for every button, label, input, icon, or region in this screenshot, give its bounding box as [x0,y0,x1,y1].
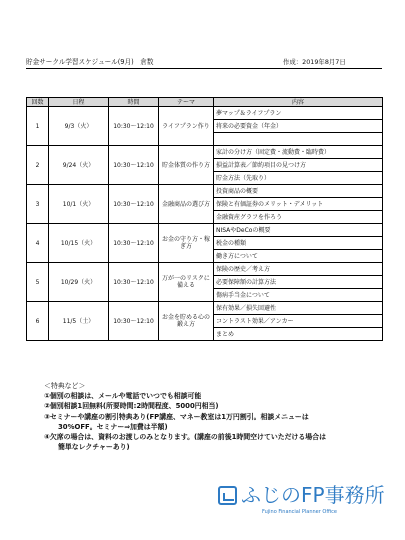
session-date: 9/3（火） [49,107,109,146]
session-detail: 損益計算表／節約項目の見つけ方 [214,159,383,172]
session-number: 6 [27,302,49,341]
column-header-date: 日程 [49,98,109,107]
session-time: 10:30～12:10 [109,224,159,263]
session-detail: 夢マップ＆ライフプラン [214,107,383,120]
table-header-row [27,98,383,107]
session-number: 1 [27,107,49,146]
session-detail-empty [214,133,383,146]
note-item-continued: 簡単なレクチャーあり) [58,443,130,452]
session-time: 10:30～12:10 [109,263,159,302]
session-detail: 保険の歴史／考え方 [214,263,383,276]
logo-text: ふじのFP事務所 [241,483,385,507]
session-detail: 家計の分け方（固定費・流動費・臨時費） [214,146,383,159]
document-title: 貯金サークル学習スケジュール(9月) 倉数 [26,58,154,66]
session-detail: 保険と有価証券のメリット・デメリット [214,198,383,211]
table-row [27,224,383,237]
session-theme: ライフプラン作り [159,107,214,146]
logo-subtext: Fujino Financial Planner Office [262,509,337,515]
column-header-time: 時間 [109,98,159,107]
notes-heading: ＜特典など＞ [44,382,86,390]
table-row [27,146,383,159]
session-theme: 万が一のリスクに備える [159,263,214,302]
note-item: ②個別相談1回無料(所要時間:2時間程度、5000円相当) [44,402,219,411]
benefits-notes [44,381,384,452]
session-theme: 金融商品の選び方 [159,185,214,224]
column-header-theme: テーマ [159,98,214,107]
session-detail: 必要保障額の計算方法 [214,276,383,289]
session-theme: お金の守り方・稼ぎ方 [159,224,214,263]
session-detail: 将来の必要資金（年金） [214,120,383,133]
session-detail: 金融資産グラフを作ろう [214,211,383,224]
company-logo [218,482,386,526]
session-date: 9/24（火） [49,146,109,185]
session-date: 11/5（土） [49,302,109,341]
session-detail: まとめ [214,328,383,341]
session-time: 10:30～12:10 [109,146,159,185]
session-theme: 貯金体質の作り方 [159,146,214,185]
column-header-count: 回数 [27,98,49,107]
session-date: 10/15（火） [49,224,109,263]
header-divider [26,68,382,69]
session-detail: 保有効果／損失回避性 [214,302,383,315]
note-item-continued: 30%OFF。セミナー⇒加費は半額) [58,422,168,431]
creation-date: 作成：2019年8月7日 [283,58,346,66]
column-header-content: 内容 [214,98,383,107]
table-row [27,107,383,120]
logo-mark-icon [218,486,237,505]
document-header [26,57,382,71]
note-item: ④欠席の場合は、資料のお渡しのみとなります。(講座の前後1時間空けていただける場合は [44,433,326,442]
table-row [27,263,383,276]
session-detail: 税金の種類 [214,237,383,250]
session-detail: 働き方について [214,250,383,263]
session-detail: コントラスト効果／アンカー [214,315,383,328]
session-detail: 投資商品の概要 [214,185,383,198]
session-time: 10:30～12:10 [109,302,159,341]
note-item: ①個別の相談は、メールや電話でいつでも相談可能 [44,392,202,401]
schedule-table [26,97,383,341]
table-row [27,302,383,315]
table-row [27,185,383,198]
session-date: 10/29（火） [49,263,109,302]
session-number: 5 [27,263,49,302]
session-detail: 傷病手当金について [214,289,383,302]
session-number: 3 [27,185,49,224]
session-detail: NISAやDeCoの概要 [214,224,383,237]
note-item: ③セミナーや講座の割引特典あり(FP講座、マネー教室は1万円割引。相談メニューは [44,412,309,421]
session-detail: 貯金方法（先取り） [214,172,383,185]
session-number: 2 [27,146,49,185]
session-time: 10:30～12:10 [109,107,159,146]
session-time: 10:30～12:10 [109,185,159,224]
session-date: 10/1（火） [49,185,109,224]
session-number: 4 [27,224,49,263]
session-theme: お金を貯める心の鍛え方 [159,302,214,341]
